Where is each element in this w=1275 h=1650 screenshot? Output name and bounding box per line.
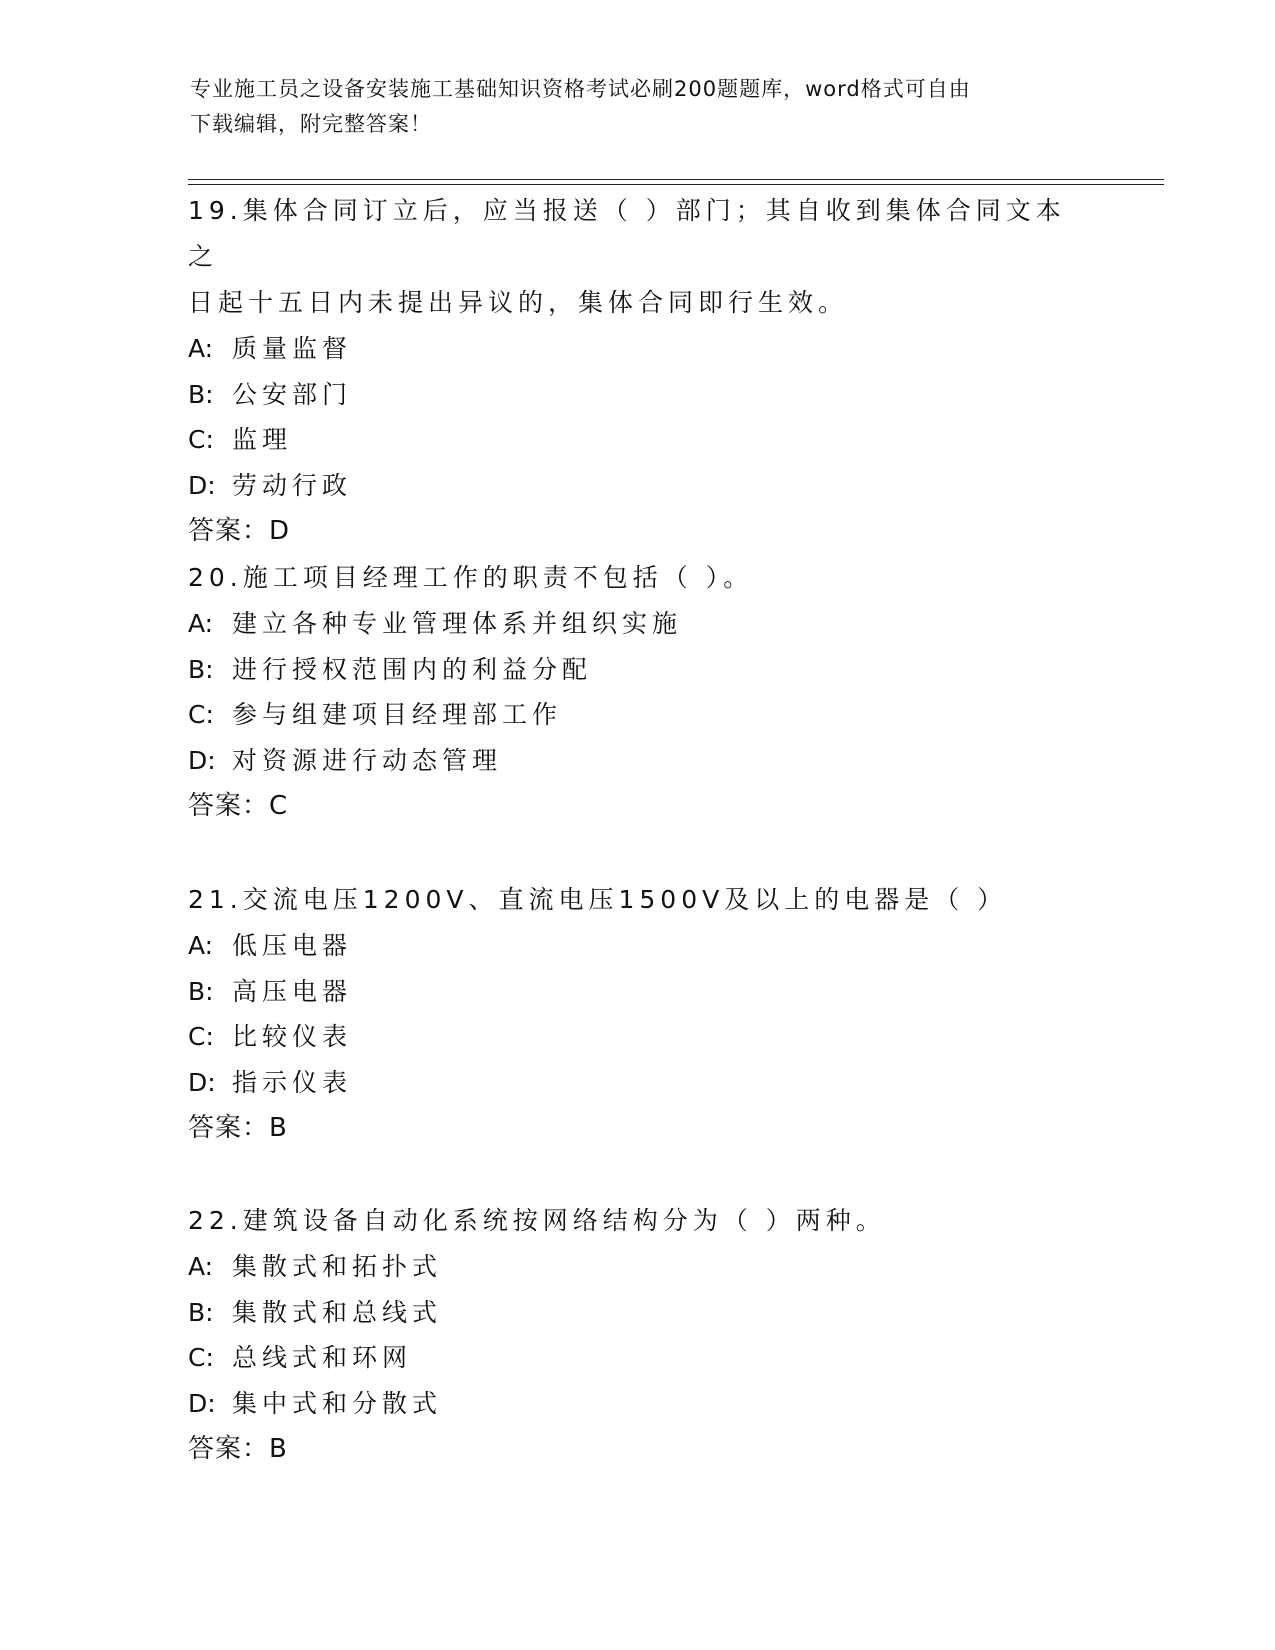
option-text: 参与组建项目经理部工作 xyxy=(232,700,563,729)
question-20 xyxy=(188,555,1088,829)
option-d xyxy=(188,463,1088,509)
option-key: A: xyxy=(188,931,214,960)
option-text: 监理 xyxy=(232,425,293,454)
option-text: 进行授权范围内的利益分配 xyxy=(232,654,593,684)
header-line-2: 下载编辑，附完整答案！ xyxy=(190,112,432,136)
option-key: D: xyxy=(188,470,216,500)
option-b xyxy=(188,969,1088,1015)
question-21 xyxy=(188,877,1088,1151)
option-a xyxy=(188,923,1088,969)
option-text: 公安部门 xyxy=(232,379,353,409)
question-22 xyxy=(188,1198,1088,1472)
option-text: 劳动行政 xyxy=(232,470,353,500)
option-d xyxy=(188,738,1088,784)
option-text: 低压电器 xyxy=(232,931,353,960)
option-text: 质量监督 xyxy=(232,334,353,363)
option-key: C: xyxy=(188,1022,214,1051)
option-b xyxy=(188,372,1088,418)
option-key: B: xyxy=(188,654,214,684)
option-b xyxy=(188,1290,1088,1336)
question-stem-line: 20.施工项目经理工作的职责不包括（ ）。 xyxy=(188,563,754,592)
option-b xyxy=(188,647,1088,693)
option-a xyxy=(188,326,1088,372)
option-key: B: xyxy=(188,379,214,409)
answer-line: 答案：C xyxy=(188,791,289,821)
option-key: A: xyxy=(188,334,214,363)
option-key: C: xyxy=(188,700,214,729)
option-text: 对资源进行动态管理 xyxy=(232,745,503,775)
option-key: B: xyxy=(188,976,214,1006)
option-a xyxy=(188,1244,1088,1290)
document-header xyxy=(190,72,1070,142)
option-text: 比较仪表 xyxy=(232,1022,353,1051)
answer-line: 答案：B xyxy=(188,1113,288,1143)
option-key: A: xyxy=(188,609,214,638)
question-stem-line: 日起十五日内未提出异议的，集体合同即行生效。 xyxy=(188,288,849,317)
option-key: A: xyxy=(188,1252,214,1281)
option-key: C: xyxy=(188,1343,214,1372)
option-key: D: xyxy=(188,1388,216,1418)
option-key: B: xyxy=(188,1297,214,1327)
option-text: 建立各种专业管理体系并组织实施 xyxy=(232,609,683,638)
option-text: 集散式和拓扑式 xyxy=(232,1252,443,1281)
option-key: D: xyxy=(188,1067,216,1097)
option-text: 指示仪表 xyxy=(232,1067,353,1097)
answer-line: 答案：D xyxy=(188,516,291,546)
question-19 xyxy=(188,188,1088,554)
option-key: C: xyxy=(188,425,214,454)
header-divider-top xyxy=(188,179,1164,180)
option-c xyxy=(188,1014,1088,1060)
option-text: 集中式和分散式 xyxy=(232,1388,443,1418)
option-text: 总线式和环网 xyxy=(232,1343,413,1372)
question-stem-line: 21.交流电压1200V、直流电压1500V及以上的电器是（ ） xyxy=(188,885,1008,914)
option-a xyxy=(188,601,1088,647)
option-key: D: xyxy=(188,745,216,775)
option-c xyxy=(188,692,1088,738)
question-stem-line: 22.建筑设备自动化系统按网络结构分为（ ）两种。 xyxy=(188,1206,886,1235)
option-text: 集散式和总线式 xyxy=(232,1297,443,1327)
header-divider-bottom xyxy=(188,184,1164,185)
answer-line: 答案：B xyxy=(188,1434,288,1464)
header-line-1: 专业施工员之设备安装施工基础知识资格考试必刷200题题库，word格式可自由 xyxy=(190,77,971,101)
option-text: 高压电器 xyxy=(232,976,353,1006)
question-stem-line: 19.集体合同订立后，应当报送（ ）部门；其自收到集体合同文本之 xyxy=(188,196,1066,271)
option-d xyxy=(188,1381,1088,1427)
option-d xyxy=(188,1060,1088,1106)
option-c xyxy=(188,417,1088,463)
option-c xyxy=(188,1335,1088,1381)
